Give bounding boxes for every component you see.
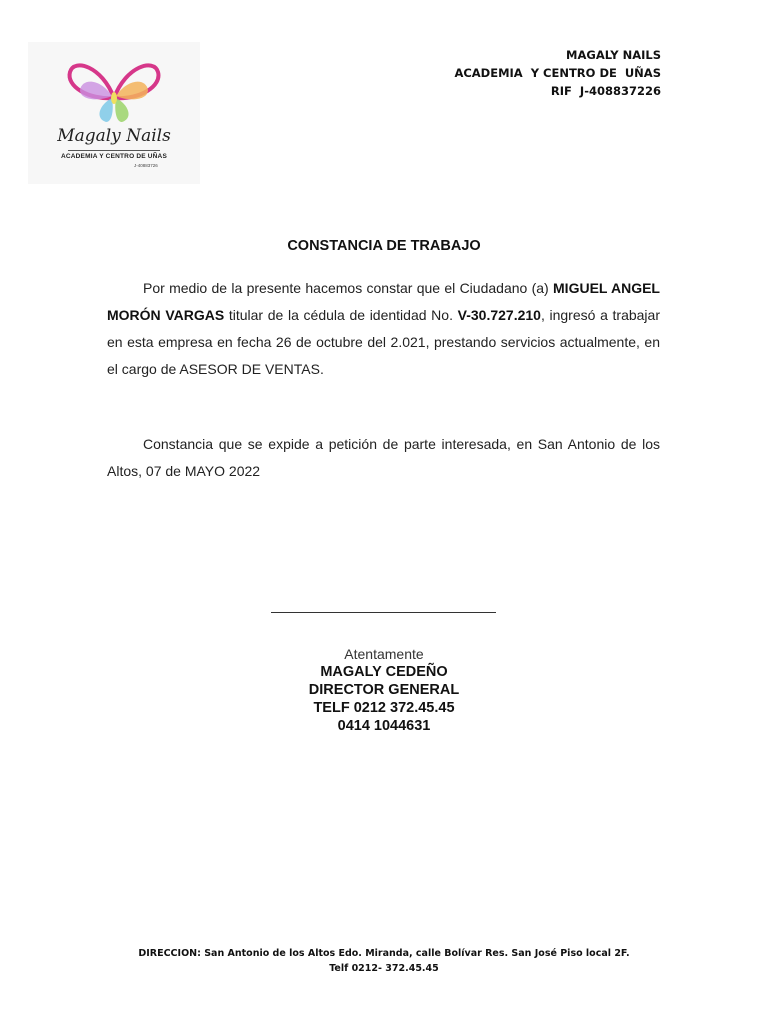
signer-name: MAGALY CEDEÑO [320,664,448,680]
logo-title: Magaly Nails [57,126,171,146]
butterfly-icon [64,56,164,126]
company-logo [28,42,200,184]
company-description: ACADEMIA Y CENTRO DE UÑAS [454,66,661,80]
logo-subtitle: ACADEMIA Y CENTRO DE UÑAS [60,153,167,160]
company-rif: RIF J-408837226 [550,84,661,98]
employee-id: V-30.727.210 [457,307,541,323]
document-title: CONSTANCIA DE TRABAJO [287,238,481,254]
signer-phone-2: 0414 1044631 [337,718,431,734]
closing-text: Atentamente [344,646,424,662]
employee-name: MIGUEL ANGEL MORÓN VARGAS [107,280,660,323]
footer-address: DIRECCION: San Antonio de los Altos Edo. Miranda, calle Bolívar Res. San José Piso local 2F. [138,948,630,959]
footer-phone: Telf 0212- 372.45.45 [329,963,439,974]
paragraph-2-text: Constancia que se expide a petición de parte interesada, en San Antonio de los Altos, 07 de MAYO 2022 [107,436,660,479]
page-footer [0,946,768,976]
company-name: MAGALY NAILS [566,48,661,62]
logo-rif: J-40883726 [134,163,158,168]
signer-position: DIRECTOR GENERAL [308,682,460,698]
signature-line [271,612,496,614]
paragraph-1 [107,275,660,383]
logo-divider [68,150,160,151]
signature-block [0,645,768,735]
paragraph-1-text-b: titular de la cédula de identidad No. [224,307,458,323]
paragraph-1-text-a: Por medio de la presente hacemos constar que el Ciudadano (a) [143,280,554,296]
signer-phone-1: TELF 0212 372.45.45 [313,700,455,716]
company-header [454,46,661,100]
paragraph-2 [107,431,660,485]
paragraph-1-text-c: , ingresó a trabajar en esta empresa en fecha 26 de octubre del 2.021, prestando servicios actualmente, en el cargo de ASESOR DE VENTAS. [107,307,660,377]
